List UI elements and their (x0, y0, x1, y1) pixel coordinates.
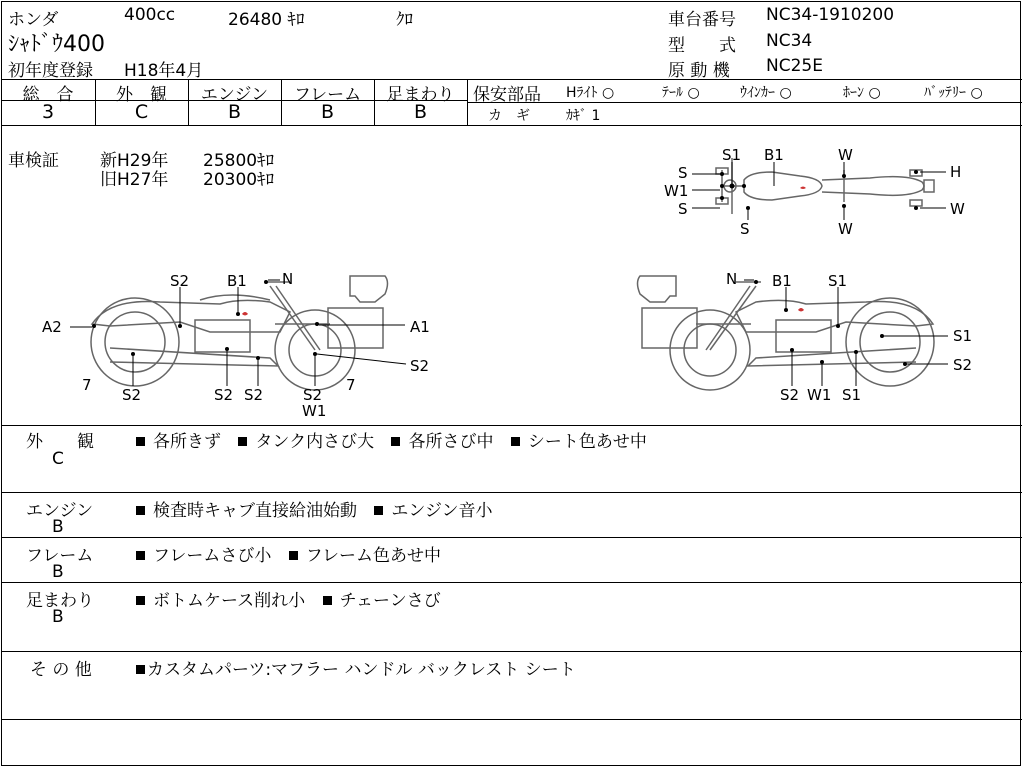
label-s2: S2 (303, 386, 323, 404)
bullet-icon (391, 437, 400, 446)
motorcycle-right-view (620, 262, 990, 412)
label-s1: S1 (722, 146, 742, 164)
bullet-icon (136, 506, 145, 515)
part-headlight: Hﾗｲﾄ ○ (566, 85, 615, 101)
label-b1: B1 (764, 146, 784, 164)
label-7: 7 (346, 376, 356, 394)
comment-label-other: そ の 他 (30, 660, 92, 680)
motorcycle-top-view (660, 140, 980, 240)
label-s2: S2 (953, 356, 973, 374)
label-w1: W1 (664, 182, 689, 200)
comment-grade-suspension: B (52, 607, 64, 627)
score-header-frame: フレーム (293, 85, 362, 105)
bullet-icon (136, 596, 145, 605)
bullet-icon (136, 665, 145, 674)
inspection-new-label: 新H29年 (100, 151, 169, 171)
mileage: 26480 ｷﾛ (228, 10, 305, 30)
label-s1: S1 (953, 327, 973, 345)
part-tail: ﾃｰﾙ ○ (662, 85, 700, 101)
divider (467, 102, 1022, 103)
bullet-icon (238, 437, 247, 446)
inspection-label: 車検証 (8, 151, 59, 171)
comment-label-suspension: 足まわり (26, 591, 94, 611)
comment-text-frame: フレームさび小 フレーム色あせ中 (136, 541, 441, 566)
score-exterior: C (134, 101, 149, 123)
bullet-icon (323, 596, 332, 605)
motorcycle-left-view (40, 262, 450, 422)
label-n: N (726, 270, 738, 288)
part-horn: ﾎｰﾝ ○ (843, 85, 881, 101)
type-label: 型 式 (668, 36, 736, 56)
key-label: カ ギ (488, 108, 530, 124)
first-reg-value: H18年4月 (124, 61, 204, 81)
bullet-icon (511, 437, 520, 446)
label-s2: S2 (780, 386, 800, 404)
label-s: S (678, 164, 688, 182)
comment-label-exterior: 外 観 (26, 432, 94, 452)
label-h: H (950, 163, 962, 181)
label-s2: S2 (122, 386, 142, 404)
type-value: NC34 (766, 31, 813, 51)
part-battery: ﾊﾞｯﾃﾘｰ ○ (924, 85, 983, 101)
label-s2: S2 (244, 386, 264, 404)
score-engine: B (227, 101, 242, 123)
bullet-icon (136, 551, 145, 560)
comment-grade-frame: B (52, 562, 64, 582)
label-w1: W1 (302, 402, 327, 420)
label-w: W (838, 220, 853, 238)
label-s2: S2 (170, 272, 190, 290)
maker: ホンダ (8, 10, 59, 30)
label-w1: W1 (807, 386, 832, 404)
comment-grade-engine: B (52, 517, 64, 537)
bullet-icon (289, 551, 298, 560)
bullet-icon (136, 437, 145, 446)
inspection-old-label: 旧H27年 (100, 170, 169, 190)
divider (1, 425, 1022, 426)
comment-text-engine: 検査時キャブ直接給油始動 エンジン音小 (136, 496, 493, 521)
label-w: W (838, 146, 853, 164)
score-total: 3 (41, 101, 55, 123)
displacement: 400cc (124, 5, 176, 25)
score-header-exterior: 外 観 (116, 85, 167, 105)
comment-label-frame: フレーム (26, 546, 94, 566)
label-a2: A2 (42, 318, 62, 336)
first-reg-label: 初年度登録 (8, 61, 93, 81)
comment-text-other: カスタムパーツ:マフラー ハンドル バックレスト シート (136, 655, 576, 680)
label-s1: S1 (842, 386, 862, 404)
model-name: ｼｬﾄﾞｳ400 (8, 32, 105, 57)
comment-label-engine: エンジン (26, 501, 94, 521)
label-n: N (282, 270, 294, 288)
label-b1: B1 (227, 272, 247, 290)
divider (467, 79, 468, 125)
engine-label: 原 動 機 (668, 61, 730, 81)
label-w: W (950, 200, 965, 218)
score-header-suspension: 足まわり (386, 85, 455, 105)
inspection-new-value: 25800ｷﾛ (203, 151, 275, 171)
label-b1: B1 (772, 272, 792, 290)
divider (1, 651, 1022, 652)
label-s1: S1 (828, 272, 848, 290)
engine-value: NC25E (766, 56, 823, 76)
label-s: S (678, 200, 688, 218)
score-frame: B (320, 101, 335, 123)
divider (1, 537, 1022, 538)
label-s2: S2 (214, 386, 234, 404)
inspection-old-value: 20300ｷﾛ (203, 170, 275, 190)
color: ｸﾛ (396, 10, 413, 30)
score-suspension: B (413, 101, 428, 123)
frame-no-label: 車台番号 (668, 10, 736, 30)
part-winker: ｳｲﾝｶｰ ○ (740, 85, 792, 101)
comment-text-suspension: ボトムケース削れ小 チェーンさび (136, 586, 441, 611)
label-a1: A1 (410, 318, 430, 336)
score-header-total: 総 合 (22, 85, 74, 105)
parts-label: 保安部品 (473, 85, 541, 105)
comment-text-exterior: 各所きず タンク内さび大 各所さび中 シート色あせ中 (136, 427, 647, 452)
frame-no-value: NC34-1910200 (766, 5, 895, 25)
label-s2: S2 (410, 357, 430, 375)
divider (1, 582, 1022, 583)
score-header-engine: エンジン (200, 85, 269, 105)
divider (1, 125, 1022, 126)
key-value: ｶｷﾞ 1 (566, 108, 601, 124)
divider (1, 719, 1022, 720)
label-s: S (740, 220, 750, 238)
label-7: 7 (82, 376, 92, 394)
bullet-icon (374, 506, 383, 515)
comment-grade-exterior: C (52, 449, 64, 469)
divider (1, 492, 1022, 493)
